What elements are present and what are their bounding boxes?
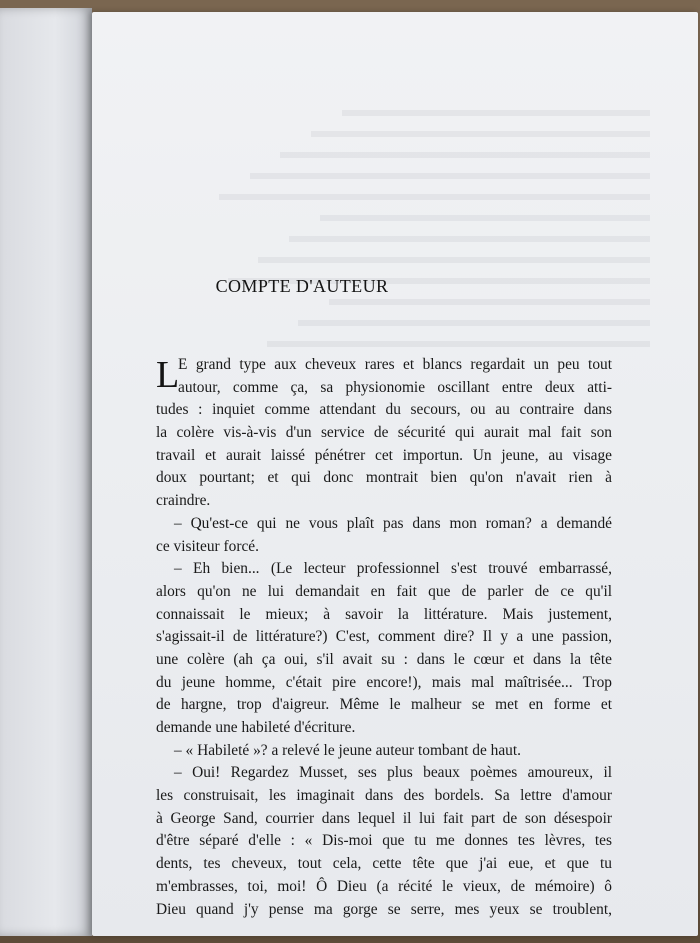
chapter-title: COMPTE D'AUTEUR [215, 276, 389, 296]
left-page-line-mark [4, 624, 44, 638]
show-through-line [210, 144, 650, 165]
text-line: demande une habileté d'écriture. [156, 719, 356, 736]
show-through-line [210, 312, 650, 333]
text-line: une colère (ah ça oui, s'il avait su : dans le cœur et dans la tête [156, 650, 612, 668]
text-line: E grand type aux cheveux rares et blancs regardait un peu tout [178, 356, 612, 373]
text-line: dents, tes cheveux, tout cela, cette tête que j'ai eue, et que tu [156, 855, 612, 873]
drop-cap: L [156, 354, 180, 396]
text-line: de hargne, trop d'aigreur. Même le malheur se met en forme et [156, 696, 612, 714]
left-page-line-mark [4, 578, 44, 592]
text-line: du jeune homme, c'était pire encore!), mais mal maîtrisée... Trop [156, 673, 612, 691]
text-line: alors qu'on ne lui demandait en fait que de parler de ce qu'il [156, 582, 612, 600]
show-through-line [210, 186, 650, 207]
text-line: tudes : inquiet comme attendant du secours, ou au contraire dans [156, 401, 612, 419]
left-page-line-mark [4, 555, 44, 569]
text-line: d'être séparé d'elle : « Dis-moi que tu me donnes tes lèvres, tes [156, 832, 612, 850]
left-page-line-mark [4, 417, 44, 431]
left-page [0, 8, 92, 936]
show-through-line [210, 102, 650, 123]
left-page-line-mark [4, 371, 44, 385]
show-through-line [210, 228, 650, 249]
show-through-line [210, 207, 650, 228]
text-line: s'agissait-il de littérature?) C'est, comment dire? Il y a une passion, [156, 628, 612, 646]
text-line: à George Sand, courrier dans lequel il lui fait part de son désespoir [156, 809, 612, 827]
show-through-text [210, 102, 650, 354]
text-line: – Oui! Regardez Musset, ses plus beaux poèmes amoureux, il [174, 764, 612, 782]
text-line: travail et aurait laissé pénétrer cet importun. Un jeune, au visage [156, 446, 612, 464]
left-page-line-mark [4, 601, 44, 615]
left-page-line-mark [4, 647, 44, 661]
show-through-line [210, 249, 650, 270]
left-page-line-mark [4, 486, 44, 500]
left-page-line-mark [4, 670, 44, 684]
text-line: doux pourtant; et qui donc montrait bien qu'on n'avait rien à [156, 469, 612, 487]
text-line: m'embrasses, toi, moi! Ô Dieu (a récité le vieux, de mémoire) ô [156, 877, 612, 895]
left-page-line-mark [4, 394, 44, 408]
text-line: – Qu'est-ce qui ne vous plaît pas dans mon roman? a demandé [174, 514, 612, 532]
text-line: connaissait le mieux; à savoir la littérature. Mais justement, [156, 605, 612, 623]
text-line: les construisait, les imaginait dans des bordels. Sa lettre d'amour [156, 787, 612, 805]
left-page-line-mark [4, 532, 44, 546]
left-page-line-mark [4, 348, 44, 362]
left-page-line-mark [4, 509, 44, 523]
show-through-line [210, 123, 650, 144]
show-through-line [210, 165, 650, 186]
text-line: – Eh bien... (Le lecteur professionnel s'est trouvé embarrassé, [174, 560, 612, 578]
left-page-line-mark [4, 693, 44, 707]
text-line: la colère vis-à-vis d'un service de sécurité qui aurait mal fait son [156, 424, 612, 442]
body-text [156, 354, 612, 921]
left-page-line-mark [4, 463, 44, 477]
text-line: – « Habileté »? a relevé le jeune auteur tombant de haut. [174, 741, 521, 759]
text-line: craindre. [156, 492, 211, 510]
text-line: autour, comme ça, sa physionomie oscillant entre deux atti- [178, 378, 612, 396]
text-line: Dieu quand j'y pense ma gorge se serre, mes yeux se troublent, [156, 900, 612, 918]
left-page-line-mark [4, 440, 44, 454]
text-line: ce visiteur forcé. [156, 537, 259, 555]
show-through-line [210, 333, 650, 354]
